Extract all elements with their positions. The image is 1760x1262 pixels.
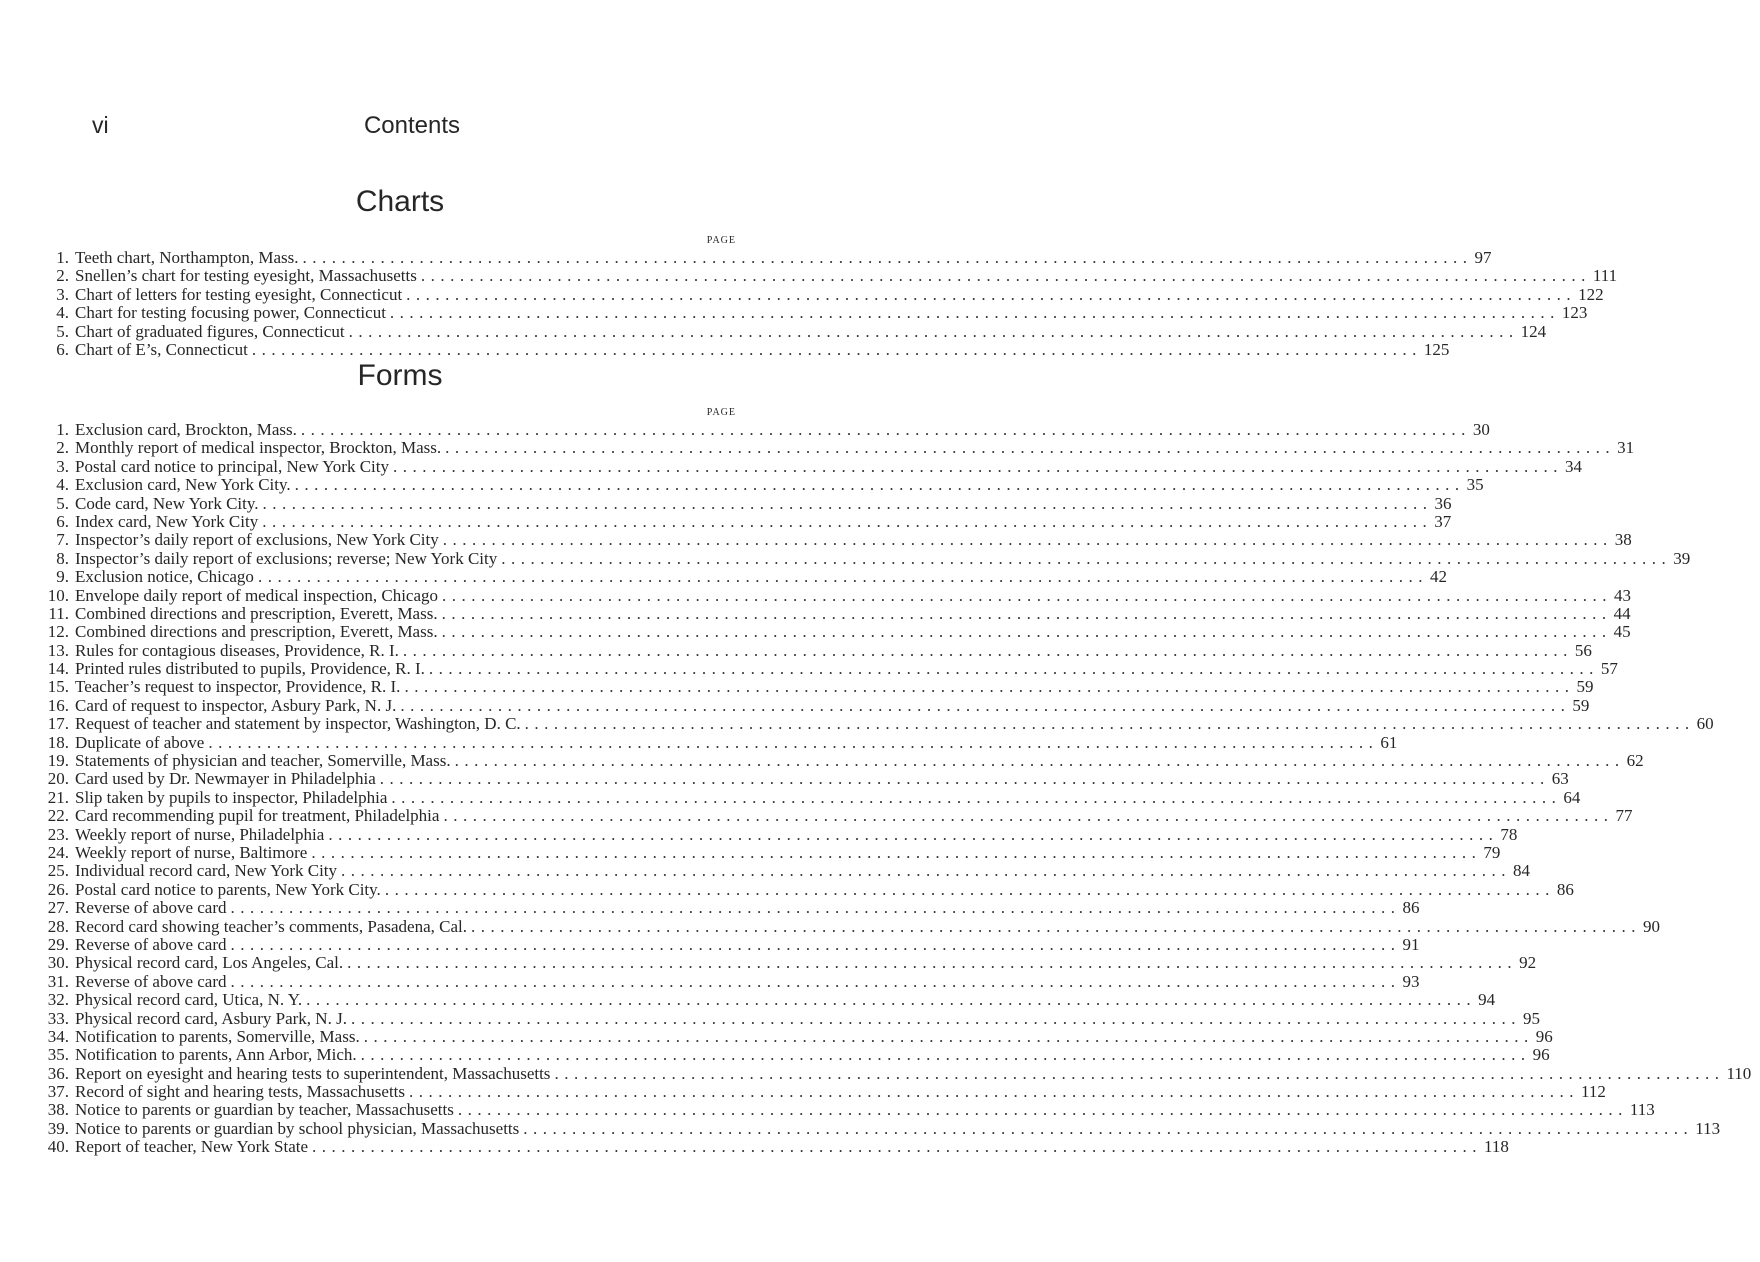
form-entry-page: 35 [1466, 475, 1484, 495]
form-entry-page: 59 [1576, 677, 1594, 697]
form-entry [38, 990, 1496, 1010]
form-entry-leader: ........................................................................................................................ [347, 953, 1518, 973]
form-entry-title: Weekly report of nurse, Philadelphia [75, 824, 325, 844]
form-entry-number: 8. [56, 548, 69, 568]
chart-entry-number: 6. [56, 339, 69, 359]
form-entry [38, 475, 1484, 495]
form-entry-title: Reverse of above card [75, 971, 227, 991]
form-entry [38, 714, 1714, 734]
form-entry-number: 35. [47, 1045, 69, 1065]
form-entry [38, 585, 1632, 605]
running-head [92, 112, 732, 142]
form-entry-page: 30 [1472, 420, 1490, 439]
form-entry-page: 112 [1581, 1082, 1606, 1102]
form-entry [38, 1026, 1553, 1046]
form-entry [38, 1082, 1606, 1102]
form-entry-number: 21. [47, 787, 69, 807]
form-entry [38, 622, 1631, 642]
form-entry [38, 751, 1644, 771]
form-entry-number: 24. [47, 842, 69, 862]
form-entry-number: 28. [47, 916, 69, 936]
form-entry [38, 603, 1631, 623]
chart-entry-page: 125 [1423, 339, 1450, 359]
form-entry-title: Inspector’s daily report of exclusions, New York City [75, 530, 439, 550]
form-entry-title: Teacher’s request to inspector, Providence, R. I. [75, 677, 401, 697]
form-entry-number: 1. [56, 420, 69, 439]
form-entry-number: 4. [56, 475, 69, 495]
form-entry-number: 12. [47, 622, 69, 642]
form-entry-title: Exclusion notice, Chicago [75, 567, 254, 587]
form-entry-page: 90 [1642, 916, 1660, 936]
form-entry-title: Weekly report of nurse, Baltimore [75, 842, 308, 862]
form-entry-leader: ........................................................................................................................ [363, 1026, 1534, 1046]
form-entry-page: 38 [1614, 530, 1632, 550]
form-entry-leader: ........................................................................................................................ [306, 990, 1477, 1010]
form-entry [38, 677, 1594, 697]
chart-entry-leader: ........................................................................................................................ [389, 303, 1560, 323]
form-entry-leader: ........................................................................................................................ [393, 456, 1563, 476]
form-entry-number: 19. [47, 751, 69, 771]
form-entry-leader: ........................................................................................................................ [501, 548, 1672, 568]
form-entry [38, 824, 1518, 844]
form-entry-title: Record card showing teacher’s comments, Pasadena, Cal. [75, 916, 467, 936]
form-entry-leader: ........................................................................................................................ [208, 732, 1379, 752]
form-entry-number: 40. [47, 1137, 69, 1157]
form-entry-leader: ........................................................................................................................ [257, 567, 1428, 587]
chart-entry [38, 321, 1547, 341]
form-entry-leader: ........................................................................................................................ [402, 640, 1573, 660]
form-entry-leader: ........................................................................................................................ [554, 1063, 1725, 1083]
form-entry-number: 25. [47, 861, 69, 881]
chart-entry-number: 3. [56, 284, 69, 304]
form-entry [38, 511, 1452, 531]
chart-entry-page: 122 [1578, 284, 1604, 304]
form-entry-page: 77 [1615, 806, 1633, 826]
form-entry-leader: ........................................................................................................................ [230, 971, 1401, 991]
chart-entry-number: 2. [56, 266, 69, 286]
form-entry-title: Physical record card, Utica, N. Y. [75, 990, 303, 1010]
form-entry-title: Duplicate of above [75, 732, 205, 752]
form-entry-title: Combined directions and prescription, Everett, Mass. [75, 622, 438, 642]
form-entry-page: 64 [1563, 787, 1581, 807]
form-entry-page: 95 [1522, 1008, 1540, 1028]
form-entry-leader: ........................................................................................................................ [300, 420, 1471, 439]
form-entry [38, 567, 1447, 587]
chart-entry-leader: ........................................................................................................................ [251, 339, 1422, 359]
form-entry-leader: ........................................................................................................................ [400, 695, 1571, 715]
form-entry-number: 5. [56, 493, 69, 513]
running-title: Contents [363, 112, 461, 139]
form-entry-number: 30. [47, 953, 69, 973]
form-entry-leader: ........................................................................................................................ [391, 787, 1562, 807]
chart-entry-number: 4. [56, 303, 69, 323]
form-entry-number: 27. [47, 898, 69, 918]
form-entry-title: Report of teacher, New York State [75, 1137, 309, 1157]
form-entry [38, 548, 1691, 568]
chart-entry-leader: ........................................................................................................................ [406, 284, 1577, 304]
chart-entry-title: Chart for testing focusing power, Connecticut [75, 303, 386, 323]
chart-entry [38, 339, 1450, 359]
form-entry-page: 118 [1484, 1137, 1509, 1157]
form-entry [38, 1008, 1540, 1028]
form-entry [38, 1137, 1509, 1157]
form-entry-number: 36. [47, 1063, 69, 1083]
form-entry [38, 1063, 1752, 1083]
chart-entry-page: 124 [1520, 321, 1547, 341]
form-entry-leader: ........................................................................................................................ [441, 622, 1612, 642]
form-entry-page: 44 [1613, 603, 1631, 623]
form-entry-page: 79 [1483, 842, 1501, 862]
form-entry-leader: ........................................................................................................................ [470, 916, 1641, 936]
form-entry-title: Slip taken by pupils to inspector, Philadelphia [75, 787, 388, 807]
form-entry-leader: ........................................................................................................................ [457, 1100, 1628, 1120]
form-entry-leader: ........................................................................................................................ [350, 1008, 1521, 1028]
form-entry [38, 861, 1531, 881]
form-entry-number: 15. [47, 677, 69, 697]
form-entry-title: Record of sight and hearing tests, Massachusetts [75, 1082, 406, 1102]
form-entry-number: 9. [56, 567, 69, 587]
chart-entry [38, 303, 1588, 323]
form-entry-number: 3. [56, 456, 69, 476]
chart-entry [38, 266, 1618, 286]
form-entry-number: 20. [47, 769, 69, 789]
chart-entry-title: Chart of letters for testing eyesight, Connecticut [75, 284, 403, 304]
form-entry-page: 78 [1500, 824, 1518, 844]
form-entry [38, 695, 1590, 715]
charts-page-label: PAGE [706, 235, 736, 246]
forms-heading: Forms [357, 359, 443, 392]
form-entry-leader: ........................................................................................................................ [454, 751, 1625, 771]
form-entry-page: 91 [1402, 934, 1420, 954]
form-entry [38, 769, 1569, 789]
form-entry-page: 57 [1600, 659, 1618, 679]
form-entry-title: Exclusion card, Brockton, Mass. [75, 420, 297, 439]
page-folio: vi [92, 112, 109, 138]
chart-entry [38, 284, 1604, 304]
form-entry-leader: ........................................................................................................................ [230, 898, 1401, 918]
chart-entry-title: Snellen’s chart for testing eyesight, Massachusetts [75, 266, 417, 286]
form-entry [38, 953, 1537, 973]
form-entry-page: 42 [1429, 567, 1447, 587]
form-entry-title: Reverse of above card [75, 934, 227, 954]
form-entry-number: 11. [48, 603, 69, 623]
form-entry-number: 37. [47, 1082, 69, 1102]
form-entry-title: Envelope daily report of medical inspection, Chicago [75, 585, 439, 605]
form-entry-number: 29. [47, 934, 69, 954]
form-entry-title: Physical record card, Los Angeles, Cal. [75, 953, 344, 973]
form-entry-leader: ........................................................................................................................ [312, 1137, 1483, 1157]
form-entry-number: 31. [47, 971, 69, 991]
chart-entry-title: Chart of graduated figures, Connecticut [75, 321, 345, 341]
form-entry-leader: ........................................................................................................................ [443, 806, 1614, 826]
form-entry [38, 438, 1635, 458]
form-entry [38, 456, 1582, 476]
form-entry-page: 31 [1617, 438, 1635, 458]
form-entry-number: 18. [47, 732, 69, 752]
form-entry-leader: ........................................................................................................................ [441, 603, 1612, 623]
form-entry-number: 7. [56, 530, 69, 550]
form-entry [38, 787, 1581, 807]
form-entry-title: Postal card notice to parents, New York City. [75, 879, 381, 899]
form-entry-number: 33. [47, 1008, 69, 1028]
form-entry-page: 86 [1556, 879, 1574, 899]
form-entry [38, 916, 1660, 936]
form-entry-title: Notice to parents or guardian by teacher, Massachusetts [75, 1100, 454, 1120]
form-entry-number: 38. [47, 1100, 69, 1120]
form-entry-number: 26. [47, 879, 69, 899]
form-entry-title: Postal card notice to principal, New York City [75, 456, 389, 476]
form-entry-leader: ........................................................................................................................ [523, 1118, 1694, 1138]
form-entry-leader: ........................................................................................................................ [341, 861, 1512, 881]
chart-entry-page: 123 [1561, 303, 1588, 323]
charts-heading: Charts [355, 185, 445, 218]
form-entry-number: 32. [47, 990, 69, 1010]
form-entry [38, 493, 1452, 513]
form-entry [38, 530, 1632, 550]
form-entry-title: Rules for contagious diseases, Providence, R. I. [75, 640, 399, 660]
form-entry-page: 43 [1614, 585, 1632, 605]
form-entry-title: Printed rules distributed to pupils, Providence, R. I. [75, 659, 425, 679]
form-entry [38, 879, 1574, 899]
form-entry-page: 92 [1519, 953, 1537, 973]
chart-entry-page: 111 [1592, 266, 1618, 286]
form-entry-leader: ........................................................................................................................ [404, 677, 1575, 697]
form-entry-number: 13. [47, 640, 69, 660]
form-entry-page: 60 [1696, 714, 1714, 734]
form-entry-number: 2. [56, 438, 69, 458]
chart-entry-page: 97 [1474, 248, 1492, 267]
form-entry-title: Physical record card, Asbury Park, N. J. [75, 1008, 347, 1028]
form-entry-leader: ........................................................................................................................ [409, 1082, 1580, 1102]
form-entry-title: Card recommending pupil for treatment, Philadelphia [75, 806, 440, 826]
form-entry [38, 640, 1592, 660]
charts-list [38, 248, 1618, 359]
form-entry-title: Inspector’s daily report of exclusions; reverse; New York City [75, 548, 498, 568]
form-entry-title: Notice to parents or guardian by school physician, Massachusetts [75, 1118, 520, 1138]
form-entry [38, 659, 1618, 679]
form-entry-page: 45 [1613, 622, 1631, 642]
form-entry [38, 1100, 1655, 1120]
form-entry-page: 59 [1572, 695, 1590, 715]
form-entry-title: Reverse of above card [75, 898, 227, 918]
form-entry-leader: ........................................................................................................................ [384, 879, 1555, 899]
chart-entry [38, 248, 1492, 267]
form-entry-leader: ........................................................................................................................ [311, 842, 1482, 862]
form-entry-leader: ........................................................................................................................ [442, 530, 1613, 550]
form-entry-page: 96 [1535, 1026, 1553, 1046]
form-entry-title: Statements of physician and teacher, Somerville, Mass. [75, 751, 451, 771]
form-entry-title: Notification to parents, Somerville, Mass. [75, 1026, 360, 1046]
form-entry [38, 898, 1420, 918]
form-entry-number: 34. [47, 1026, 69, 1046]
form-entry-title: Index card, New York City [75, 511, 259, 531]
form-entry [38, 732, 1398, 752]
form-entry-title: Report on eyesight and hearing tests to superintendent, Massachusetts [75, 1063, 551, 1083]
form-entry-title: Exclusion card, New York City. [75, 475, 291, 495]
form-entry [38, 806, 1633, 826]
form-entry [38, 934, 1420, 954]
form-entry-page: 36 [1434, 493, 1452, 513]
form-entry [38, 971, 1420, 991]
form-entry-leader: ........................................................................................................................ [428, 659, 1599, 679]
form-entry [38, 420, 1490, 439]
form-entry-leader: ........................................................................................................................ [445, 438, 1616, 458]
chart-entry-number: 1. [56, 248, 69, 267]
form-entry-page: 96 [1532, 1045, 1550, 1065]
chart-entry-number: 5. [56, 321, 69, 341]
form-entry-leader: ........................................................................................................................ [294, 475, 1465, 495]
form-entry-leader: ........................................................................................................................ [442, 585, 1613, 605]
form-entry-page: 34 [1565, 456, 1582, 476]
chart-entry-leader: ........................................................................................................................ [302, 248, 1473, 267]
form-entry-leader: ........................................................................................................................ [379, 769, 1550, 789]
form-entry-page: 37 [1434, 511, 1452, 531]
chart-entry-leader: ........................................................................................................................ [420, 266, 1591, 286]
form-entry-leader: ........................................................................................................................ [360, 1045, 1531, 1065]
chart-entry-leader: ........................................................................................................................ [348, 321, 1519, 341]
form-entry-page: 61 [1380, 732, 1398, 752]
form-entry-title: Individual record card, New York City [75, 861, 338, 881]
chart-entry-title: Teeth chart, Northampton, Mass. [75, 248, 299, 267]
form-entry-leader: ........................................................................................................................ [262, 493, 1433, 513]
form-entry-title: Card of request to inspector, Asbury Park, N. J. [75, 695, 397, 715]
form-entry-number: 39. [47, 1118, 69, 1138]
form-entry-title: Monthly report of medical inspector, Brockton, Mass. [75, 438, 442, 458]
form-entry-page: 94 [1478, 990, 1496, 1010]
form-entry-number: 6. [56, 511, 69, 531]
form-entry-leader: ........................................................................................................................ [230, 934, 1401, 954]
form-entry-leader: ........................................................................................................................ [262, 511, 1433, 531]
form-entry-page: 93 [1402, 971, 1420, 991]
form-entry-page: 56 [1574, 640, 1592, 660]
form-entry-number: 23. [47, 824, 69, 844]
form-entry-number: 17. [47, 714, 69, 734]
form-entry-page: 84 [1513, 861, 1531, 881]
form-entry-number: 16. [47, 695, 69, 715]
form-entry-page: 39 [1673, 548, 1691, 568]
form-entry-number: 22. [47, 806, 69, 826]
form-entry-title: Code card, New York City. [75, 493, 259, 513]
chart-entry-title: Chart of E’s, Connecticut [75, 339, 248, 359]
form-entry-page: 113 [1695, 1118, 1721, 1138]
form-entry-leader: ........................................................................................................................ [328, 824, 1499, 844]
forms-list [38, 420, 1752, 1157]
form-entry-page: 63 [1551, 769, 1569, 789]
form-entry-number: 14. [47, 659, 69, 679]
form-entry [38, 842, 1501, 862]
form-entry [38, 1045, 1550, 1065]
form-entry-number: 10. [47, 585, 69, 605]
form-entry-page: 110 [1726, 1063, 1752, 1083]
form-entry [38, 1118, 1721, 1138]
form-entry-title: Request of teacher and statement by inspector, Washington, D. C. [75, 714, 521, 734]
form-entry-title: Notification to parents, Ann Arbor, Mich. [75, 1045, 357, 1065]
form-entry-leader: ........................................................................................................................ [524, 714, 1695, 734]
forms-page-label: PAGE [706, 407, 736, 418]
form-entry-page: 62 [1626, 751, 1644, 771]
form-entry-title: Card used by Dr. Newmayer in Philadelphia [75, 769, 376, 789]
form-entry-title: Combined directions and prescription, Everett, Mass. [75, 603, 438, 623]
form-entry-page: 113 [1629, 1100, 1655, 1120]
form-entry-page: 86 [1402, 898, 1420, 918]
